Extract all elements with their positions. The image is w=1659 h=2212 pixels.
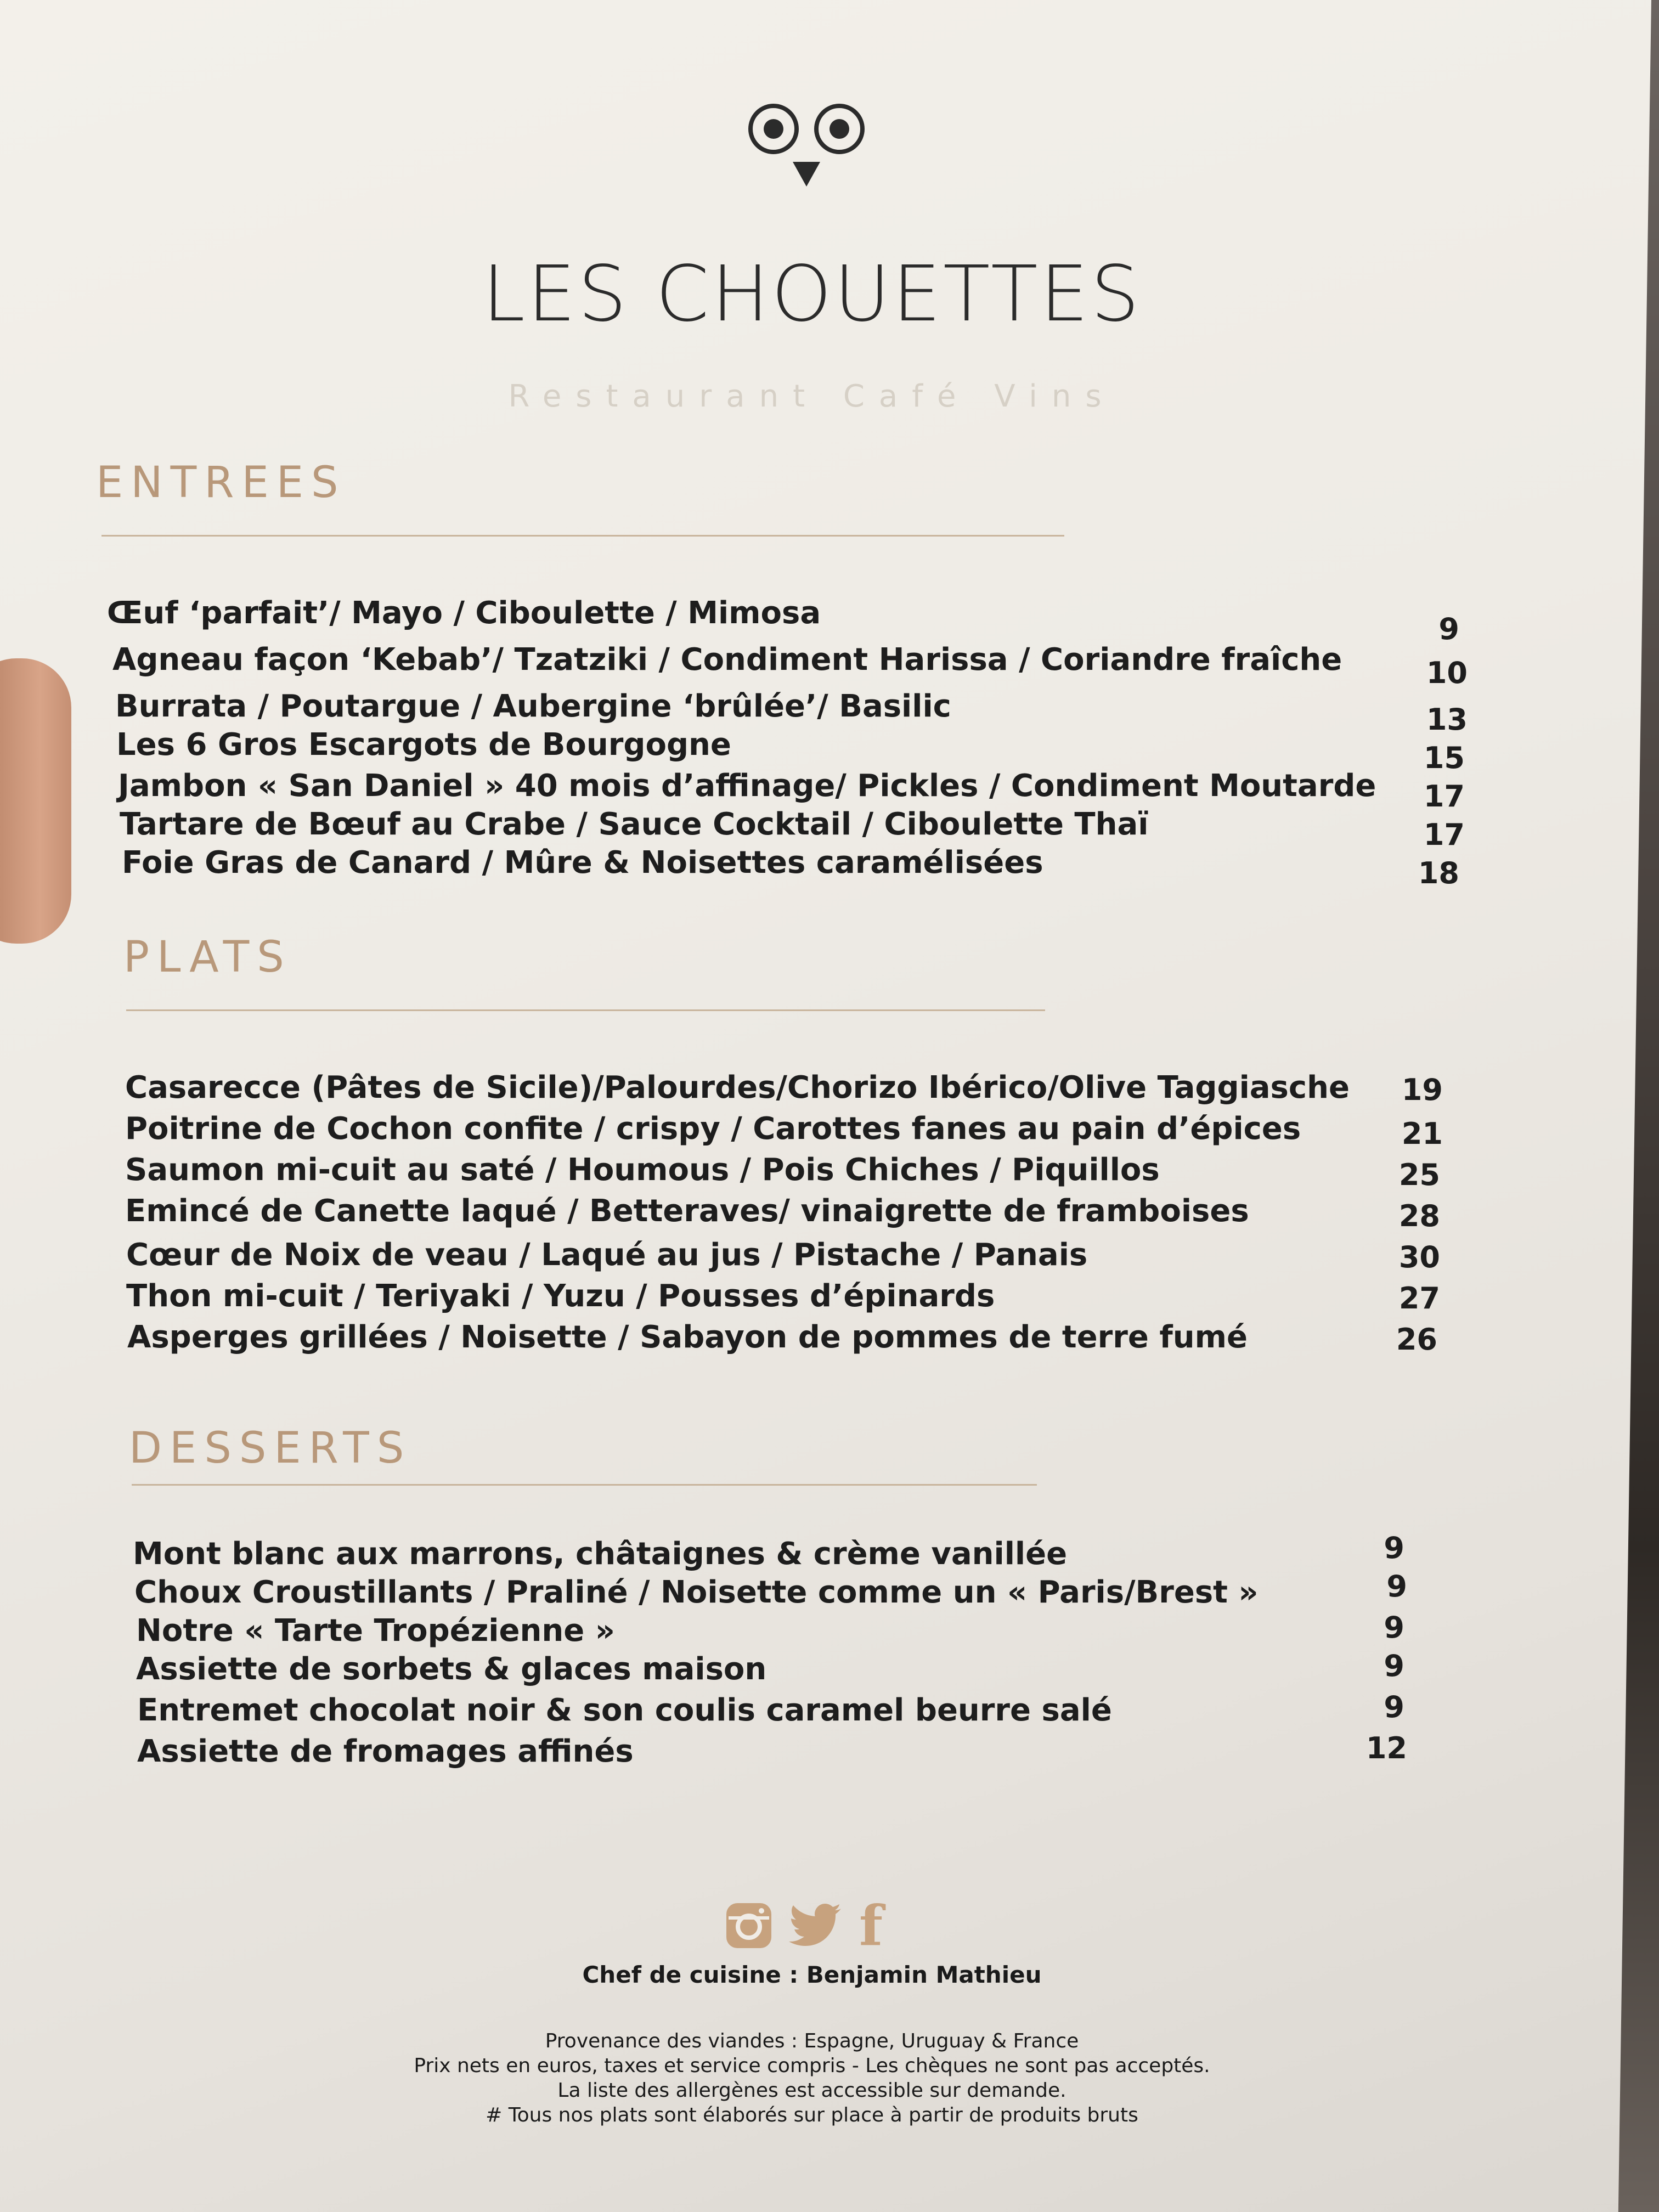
menu-price: 17: [1423, 779, 1465, 814]
menu-price: 19: [1401, 1073, 1443, 1107]
menu-item: Saumon mi-cuit au saté / Houmous / Pois Chiches / Piquillos: [125, 1152, 1160, 1188]
menu-price: 9: [1384, 1531, 1404, 1565]
instagram-icon[interactable]: [724, 1901, 774, 1950]
menu-price: 21: [1401, 1116, 1443, 1151]
menu-price: 9: [1384, 1649, 1404, 1683]
section-divider: [126, 1009, 1045, 1011]
menu-price: 28: [1398, 1199, 1440, 1233]
menu-item: Assiette de sorbets & glaces maison: [136, 1651, 767, 1687]
menu-price: 13: [1426, 702, 1468, 737]
restaurant-name: LES CHOUETTES: [482, 250, 1142, 339]
menu-price: 10: [1426, 656, 1468, 690]
finger: [0, 658, 71, 944]
section-title-entrees: ENTREES: [96, 458, 346, 507]
menu-item: Agneau façon ‘Kebab’/ Tzatziki / Condiment Harissa / Coriandre fraîche: [112, 642, 1342, 678]
facebook-icon[interactable]: f: [859, 1893, 883, 1958]
menu-item: Assiette de fromages affinés: [137, 1734, 634, 1769]
menu-price: 30: [1398, 1240, 1440, 1274]
menu-item: Foie Gras de Canard / Mûre & Noisettes caramélisées: [122, 845, 1043, 881]
menu-price: 17: [1423, 817, 1465, 852]
section-title-desserts: DESSERTS: [129, 1424, 412, 1473]
menu-item: Notre « Tarte Tropézienne »: [136, 1613, 615, 1649]
footer-line: # Tous nos plats sont élaborés sur place à partir de produits bruts: [486, 2104, 1138, 2126]
twitter-icon[interactable]: [789, 1901, 844, 1950]
footer-line: La liste des allergènes est accessible sur demande.: [557, 2079, 1066, 2102]
section-divider: [101, 535, 1064, 537]
menu-price: 18: [1418, 856, 1459, 890]
menu-item: Burrata / Poutargue / Aubergine ‘brûlée’/ Basilic: [115, 689, 951, 724]
footer-line: Provenance des viandes : Espagne, Uruguay & France: [545, 2030, 1079, 2052]
menu-item: Cœur de Noix de veau / Laqué au jus / Pistache / Panais: [126, 1237, 1088, 1273]
menu-item: Les 6 Gros Escargots de Bourgogne: [116, 727, 731, 763]
menu-item: Mont blanc aux marrons, châtaignes & crème vanillée: [133, 1536, 1068, 1572]
menu-price: 26: [1396, 1322, 1437, 1357]
menu-item: Asperges grillées / Noisette / Sabayon de pommes de terre fumé: [127, 1319, 1248, 1355]
menu-item: Casarecce (Pâtes de Sicile)/Palourdes/Chorizo Ibérico/Olive Taggiasche: [125, 1070, 1350, 1105]
menu-item: Choux Croustillants / Praliné / Noisette comme un « Paris/Brest »: [134, 1575, 1259, 1610]
social-links: [724, 1895, 883, 1956]
menu-price: 9: [1384, 1610, 1404, 1645]
footer-line: Prix nets en euros, taxes et service compris - Les chèques ne sont pas acceptés.: [414, 2055, 1210, 2077]
restaurant-tagline: Restaurant Café Vins: [508, 379, 1116, 414]
menu-price: 9: [1438, 612, 1459, 646]
section-divider: [132, 1484, 1037, 1486]
owl-logo-icon: [741, 99, 872, 192]
chef-name: Chef de cuisine : Benjamin Mathieu: [582, 1961, 1042, 1988]
menu-price: 15: [1423, 741, 1465, 775]
menu-price: 27: [1398, 1281, 1440, 1316]
menu-item: Poitrine de Cochon confite / crispy / Carottes fanes au pain d’épices: [125, 1111, 1301, 1147]
menu-item: Entremet chocolat noir & son coulis caramel beurre salé: [137, 1692, 1112, 1728]
menu-price: 25: [1398, 1158, 1440, 1192]
menu-price: 9: [1384, 1690, 1404, 1724]
menu-item: Emincé de Canette laqué / Betteraves/ vinaigrette de framboises: [125, 1193, 1249, 1229]
menu-item: Thon mi-cuit / Teriyaki / Yuzu / Pousses d’épinards: [126, 1278, 995, 1314]
section-title-plats: PLATS: [123, 933, 292, 982]
menu-item: Œuf ‘parfait’/ Mayo / Ciboulette / Mimosa: [107, 595, 821, 631]
menu-item: Tartare de Bœuf au Crabe / Sauce Cocktail / Ciboulette Thaï: [120, 806, 1149, 842]
menu-price: 9: [1386, 1569, 1407, 1604]
menu-item: Jambon « San Daniel » 40 mois d’affinage/ Pickles / Condiment Moutarde: [118, 768, 1376, 804]
menu-price: 12: [1365, 1731, 1407, 1765]
